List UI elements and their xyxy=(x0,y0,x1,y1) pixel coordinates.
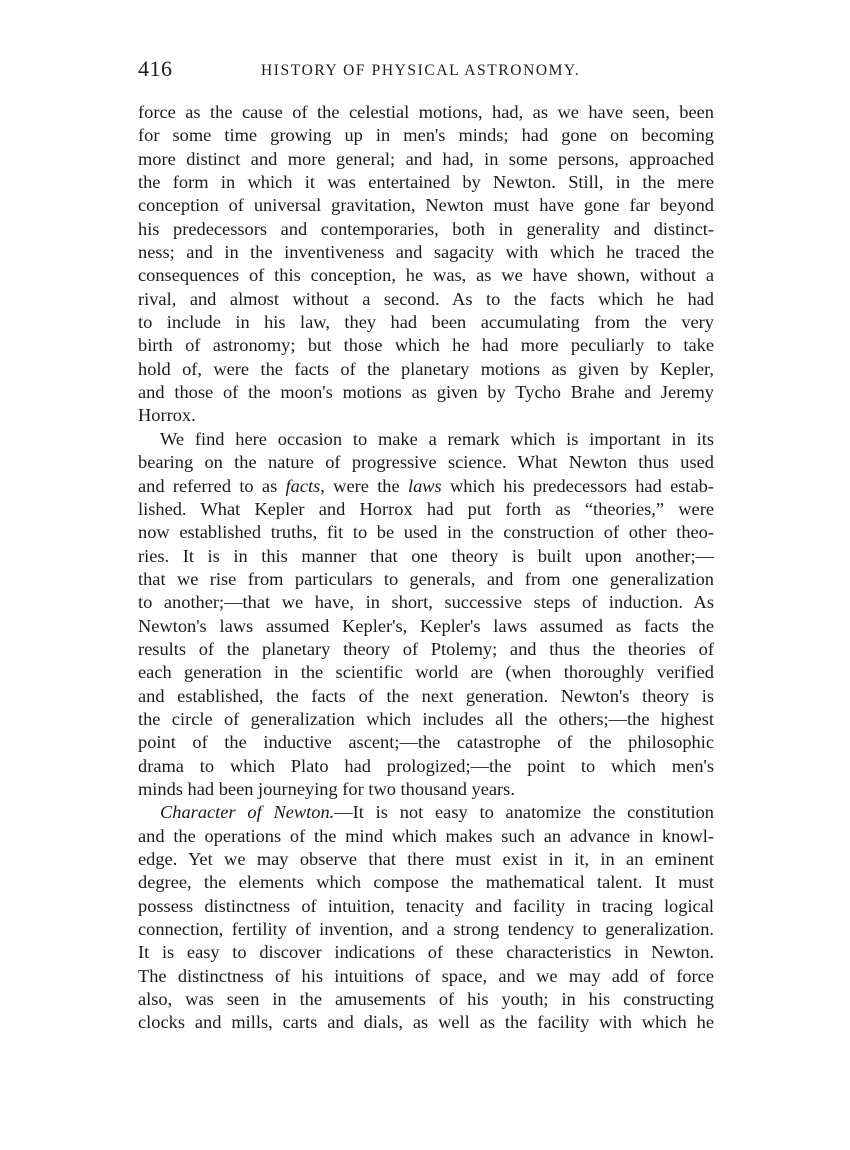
text-line: bearing on the nature of progressive science. What Newton thus used xyxy=(138,452,714,473)
text-line: the circle of generalization which includes all the others;—the highest xyxy=(138,708,714,729)
text-line: and those of the moon's motions as given by Tycho Brahe and Jeremy xyxy=(138,382,714,403)
text-line: results of the planetary theory of Ptolemy; and thus the theories of xyxy=(138,638,714,659)
text-line: his predecessors and contemporaries, both in generality and distinct- xyxy=(138,218,714,239)
text-line: ness; and in the inventiveness and sagacity with which he traced the xyxy=(138,242,714,263)
text-line: and established, the facts of the next generation. Newton's theory is xyxy=(138,685,714,706)
text-line: the form in which it was entertained by Newton. Still, in the mere xyxy=(138,172,714,193)
text-line: hold of, were the facts of the planetary motions as given by Kepler, xyxy=(138,358,714,379)
text-line: and referred to as facts, were the laws which his predecessors had estab- xyxy=(138,475,715,496)
text-line: and the operations of the mind which makes such an advance in knowl- xyxy=(138,825,714,846)
text-line: The distinctness of his intuitions of space, and we may add of force xyxy=(138,965,714,986)
text-line: to include in his law, they had been accumulating from the very xyxy=(138,312,714,333)
text-line: that we rise from particulars to generals, and from one generalization xyxy=(138,568,714,589)
text-line: It is easy to discover indications of these characteristics in Newton. xyxy=(138,942,714,963)
text-line: ries. It is in this manner that one theory is built upon another;— xyxy=(138,545,714,566)
text-line: for some time growing up in men's minds; had gone on becoming xyxy=(138,125,714,146)
running-head: HISTORY OF PHYSICAL ASTRONOMY. xyxy=(261,62,581,79)
text-line: each generation in the scientific world are (when thoroughly verified xyxy=(138,662,714,683)
page-header xyxy=(138,56,714,86)
text-line: Horrox. xyxy=(138,405,196,426)
text-line: birth of astronomy; but those which he had more peculiarly to take xyxy=(138,335,714,356)
text-line: drama to which Plato had prologized;—the point to which men's xyxy=(138,755,714,776)
page-number: 416 xyxy=(138,56,173,81)
text-line: conception of universal gravitation, Newton must have gone far beyond xyxy=(138,195,714,216)
body-text xyxy=(138,101,714,1035)
text-line: degree, the elements which compose the mathematical talent. It must xyxy=(138,872,714,893)
text-line: edge. Yet we may observe that there must exist in it, in an eminent xyxy=(138,849,714,869)
section-heading-character-of-newton: Character of Newton. xyxy=(160,802,335,823)
text-line: consequences of this conception, he was, as we have shown, without a xyxy=(138,265,714,286)
text-line: We find here occasion to make a remark which is important in its xyxy=(160,428,714,449)
text-line: connection, fertility of invention, and a strong tendency to generalization. xyxy=(138,919,714,940)
text-line: Newton's laws assumed Kepler's, Kepler's laws assumed as facts the xyxy=(138,615,714,636)
text-line: more distinct and more general; and had, in some persons, approached xyxy=(138,148,714,169)
text-line: minds had been journeying for two thousand years. xyxy=(138,778,515,799)
text-line: point of the inductive ascent;—the catastrophe of the philosophic xyxy=(138,732,714,753)
text-line: force as the cause of the celestial motions, had, as we have seen, been xyxy=(138,102,714,122)
italic-facts: facts xyxy=(285,475,321,496)
text-line: now established truths, fit to be used in the construction of other theo- xyxy=(138,522,714,543)
text-line: possess distinctness of intuition, tenacity and facility in tracing logical xyxy=(138,895,714,916)
text-line: rival, and almost without a second. As to the facts which he had xyxy=(138,288,714,309)
italic-laws: laws xyxy=(407,475,442,496)
text-line: also, was seen in the amusements of his youth; in his constructing xyxy=(138,989,714,1010)
text-line: to another;—that we have, in short, successive steps of induction. As xyxy=(138,592,714,613)
text-line: clocks and mills, carts and dials, as well as the facility with which he xyxy=(138,1012,714,1033)
text-line: lished. What Kepler and Horrox had put forth as “theories,” were xyxy=(138,498,714,519)
text-line: Character of Newton.—It is not easy to anatomize the constitution xyxy=(160,802,714,823)
